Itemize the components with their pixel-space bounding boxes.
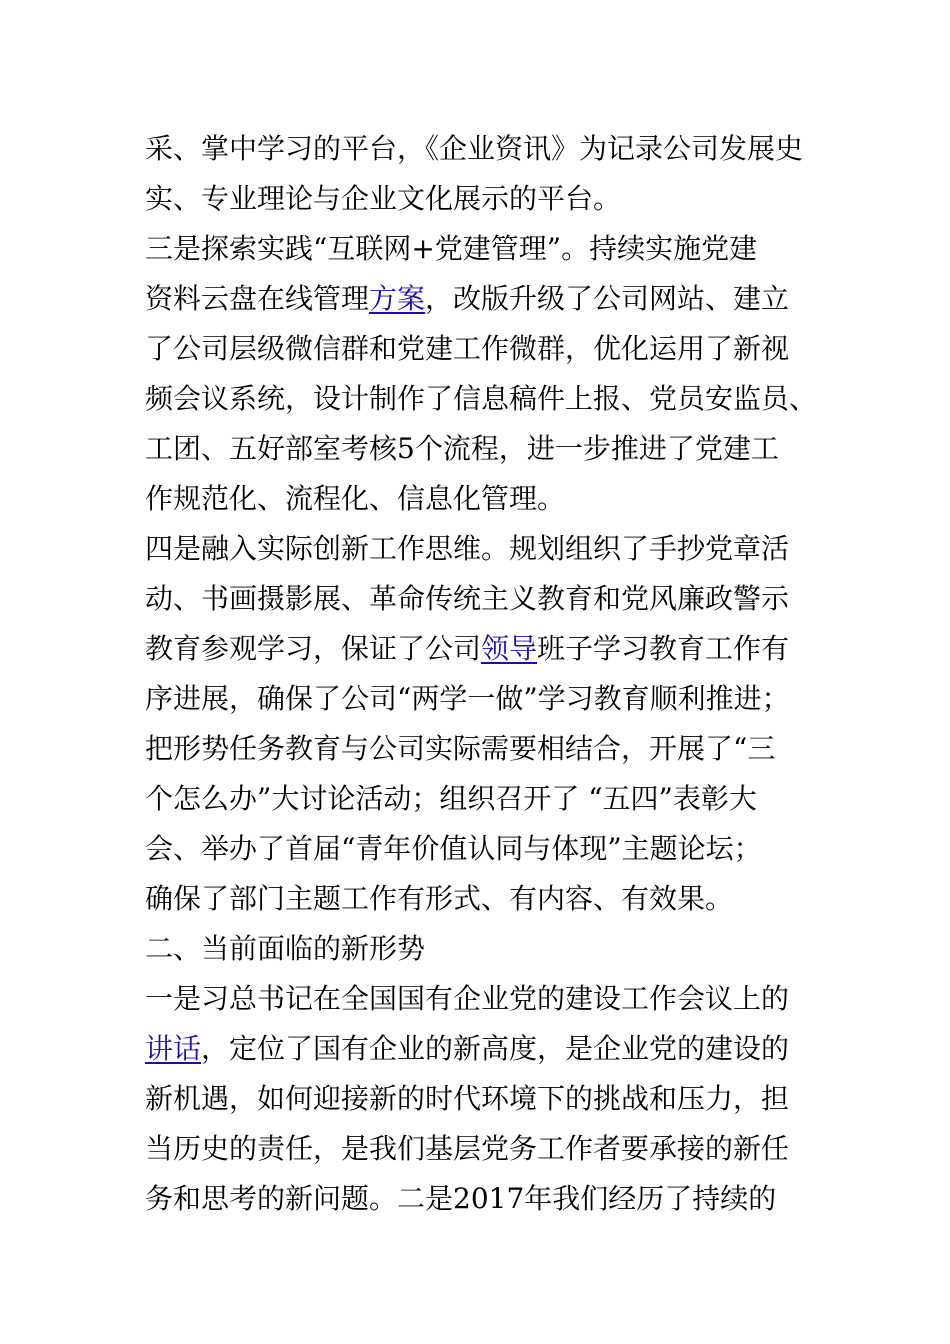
text-segment: 教育参观学习，保证了公司 bbox=[145, 632, 482, 665]
text-segment: 了公司层级微信群和党建工作微群，优化运用了新视 bbox=[145, 332, 790, 365]
text-segment: 会、举办了首届“青年价值认同与体现”主题论坛； bbox=[145, 832, 762, 865]
text-segment: 实、专业理论与企业文化展示的平台。 bbox=[145, 182, 622, 215]
text-line bbox=[145, 574, 825, 624]
text-line bbox=[145, 774, 825, 824]
text-line bbox=[145, 524, 825, 574]
text-segment: 务和思考的新问题。二是2017年我们经历了持续的 bbox=[145, 1182, 777, 1215]
inline-link[interactable]: 领导 bbox=[481, 632, 538, 665]
text-segment: 新机遇，如何迎接新的时代环境下的挑战和压力，担 bbox=[145, 1082, 790, 1115]
text-segment: 班子学习教育工作有 bbox=[537, 632, 790, 665]
text-line bbox=[145, 874, 825, 924]
text-line bbox=[145, 674, 825, 724]
text-line bbox=[145, 374, 825, 424]
text-line bbox=[145, 624, 825, 674]
text-segment: 工团、五好部室考核5个流程，进一步推进了党建工 bbox=[145, 432, 779, 465]
text-segment: 序进展，确保了公司“两学一做”学习教育顺利推进； bbox=[145, 682, 790, 715]
text-line bbox=[145, 124, 825, 174]
text-segment: 采、掌中学习的平台，《企业资讯》为记录公司发展史 bbox=[145, 132, 804, 165]
inline-link[interactable]: 方案 bbox=[369, 282, 426, 315]
text-segment: ，定位了国有企业的新高度，是企业党的建设的 bbox=[201, 1032, 790, 1065]
text-segment: 一是习总书记在全国国有企业党的建设工作会议上的 bbox=[145, 982, 790, 1015]
text-line bbox=[145, 724, 825, 774]
text-segment: ，改版升级了公司网站、建立 bbox=[425, 282, 790, 315]
text-segment: 二、当前面临的新形势 bbox=[145, 932, 426, 965]
text-line bbox=[145, 974, 825, 1024]
text-line bbox=[145, 1024, 825, 1074]
text-segment: 三是探索实践“互联网+党建管理”。持续实施党建 bbox=[145, 232, 758, 265]
text-segment: 频会议系统，设计制作了信息稿件上报、党员安监员、 bbox=[145, 382, 818, 415]
text-line bbox=[145, 474, 825, 524]
inline-link[interactable]: 讲话 bbox=[145, 1032, 202, 1065]
text-line bbox=[145, 274, 825, 324]
text-segment: 动、书画摄影展、革命传统主义教育和党风廉政警示 bbox=[145, 582, 790, 615]
text-line bbox=[145, 1074, 825, 1124]
text-line bbox=[145, 424, 825, 474]
text-segment: 作规范化、流程化、信息化管理。 bbox=[145, 482, 566, 515]
document-body bbox=[145, 124, 825, 1224]
text-segment: 当历史的责任，是我们基层党务工作者要承接的新任 bbox=[145, 1132, 790, 1165]
text-line bbox=[145, 324, 825, 374]
text-segment: 确保了部门主题工作有形式、有内容、有效果。 bbox=[145, 882, 734, 915]
text-segment: 把形势任务教育与公司实际需要相结合，开展了“三 bbox=[145, 732, 776, 765]
text-line bbox=[145, 1124, 825, 1174]
text-line bbox=[145, 174, 825, 224]
text-segment: 个怎么办”大讨论活动；组织召开了 “五四”表彰大 bbox=[145, 782, 757, 815]
text-segment: 四是融入实际创新工作思维。规划组织了手抄党章活 bbox=[145, 532, 790, 565]
text-line bbox=[145, 824, 825, 874]
text-segment: 资料云盘在线管理 bbox=[145, 282, 370, 315]
text-line bbox=[145, 224, 825, 274]
text-line bbox=[145, 1174, 825, 1224]
text-line bbox=[145, 924, 825, 974]
